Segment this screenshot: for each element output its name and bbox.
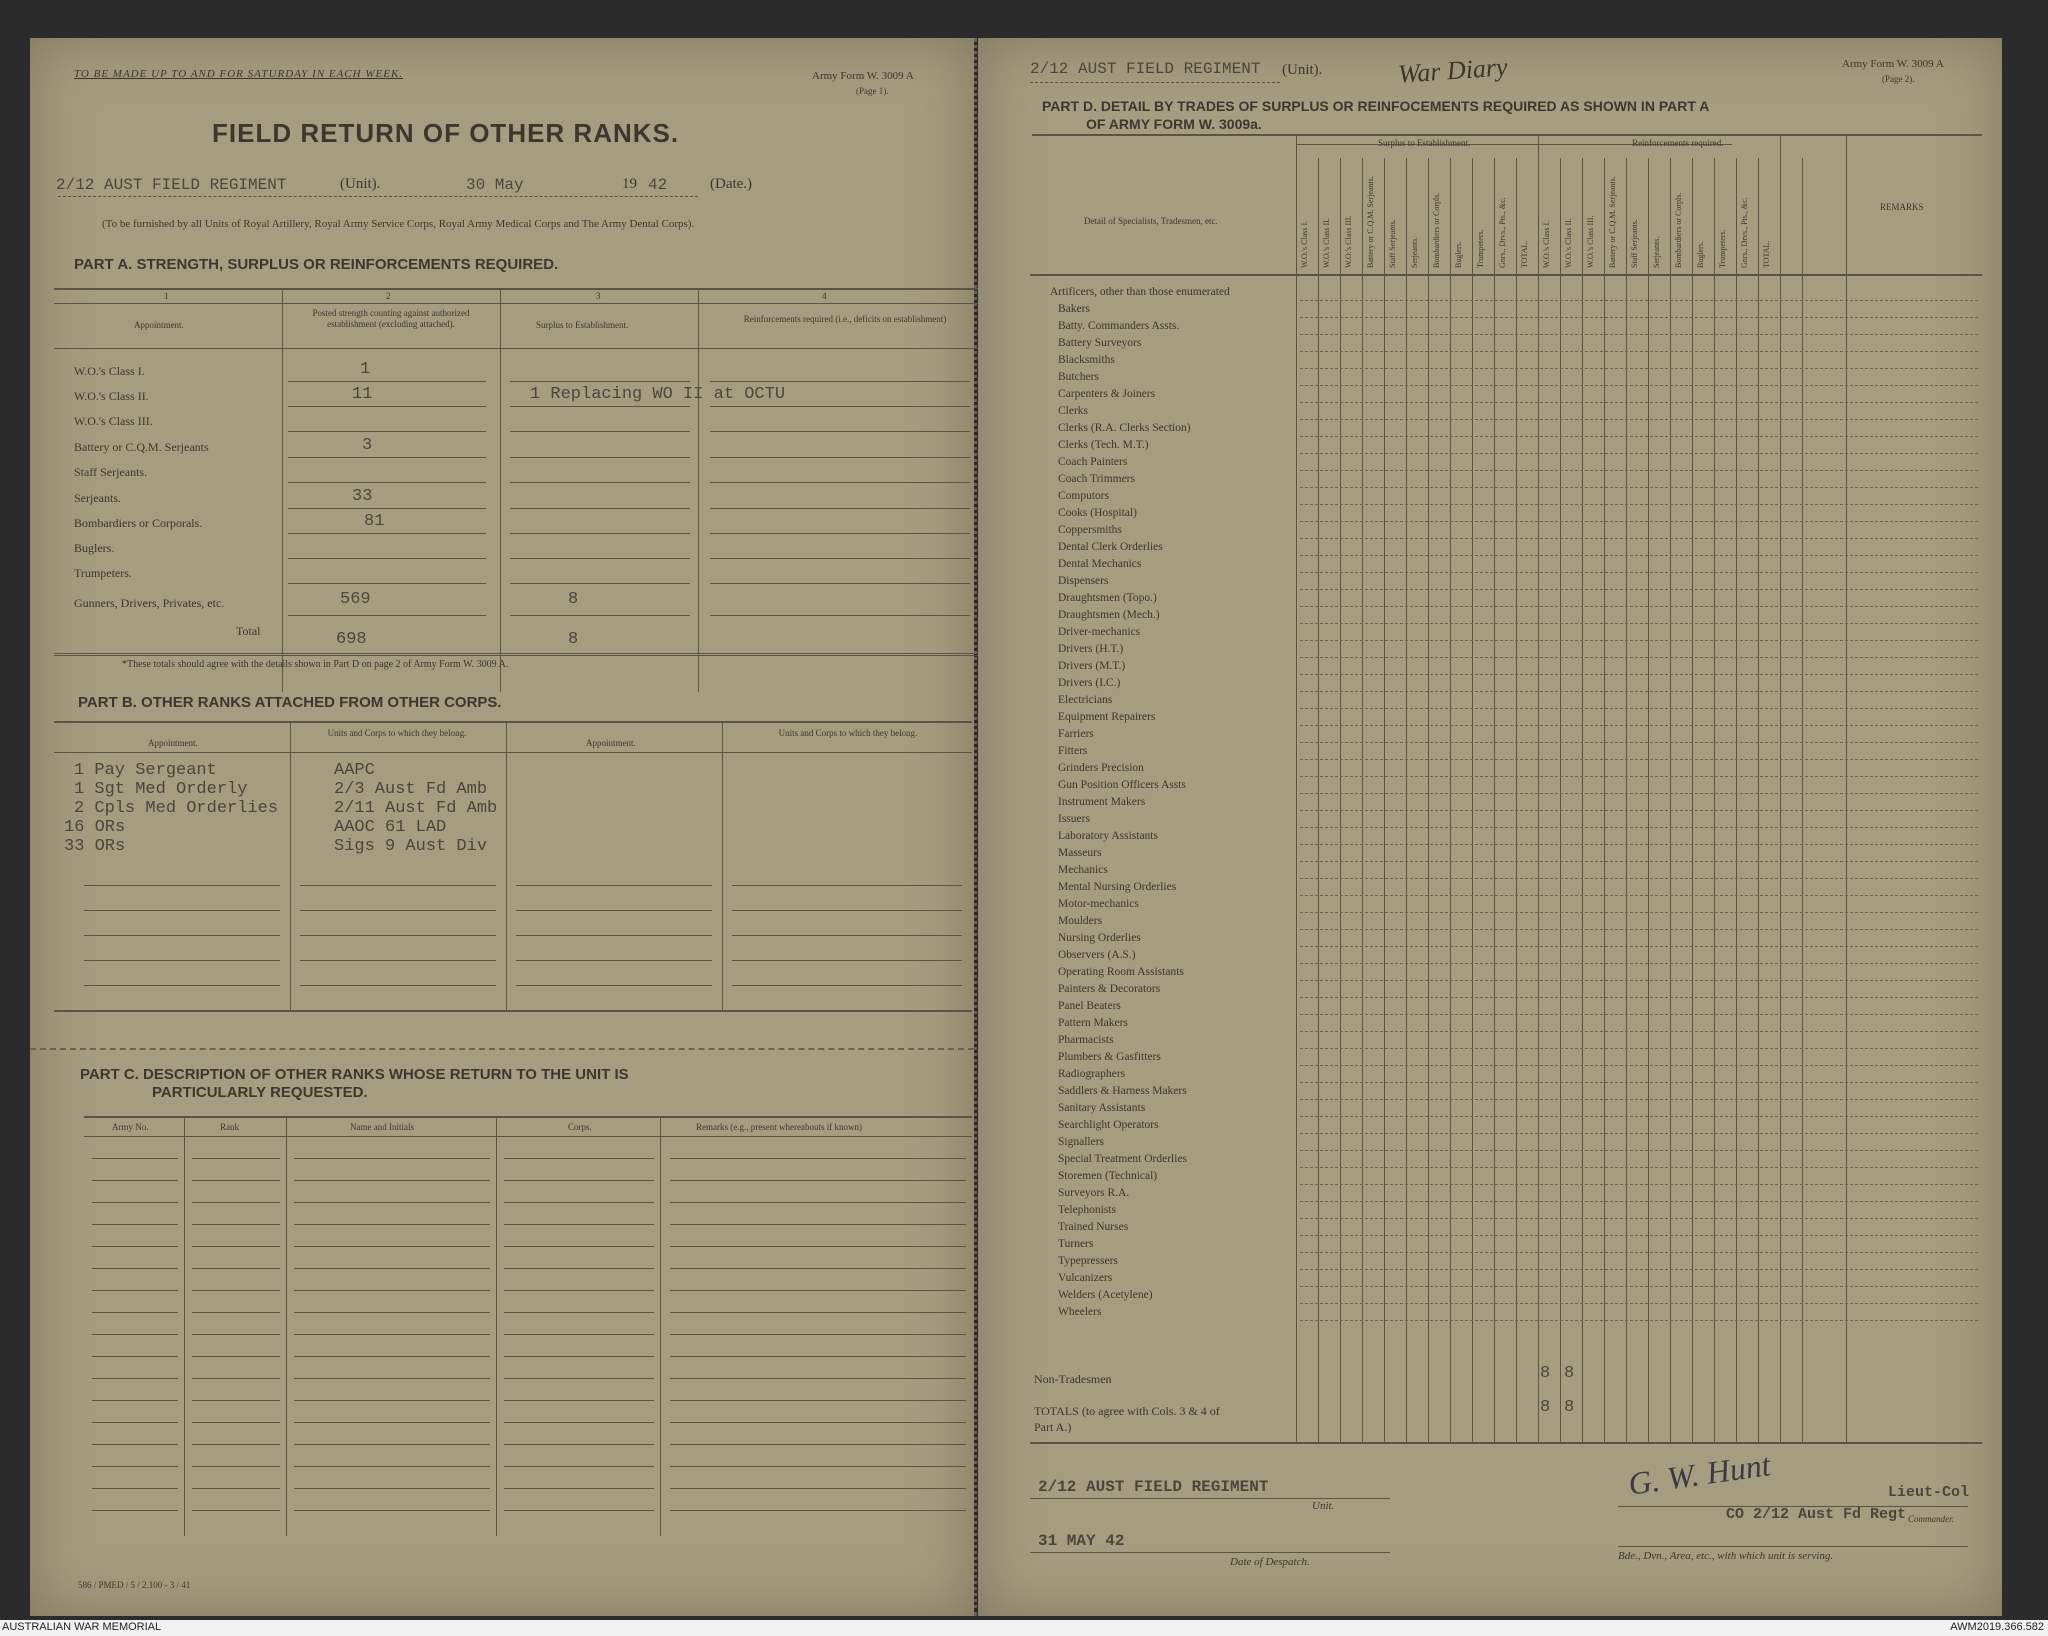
page-number: (Page 1). xyxy=(856,86,889,96)
rotated-column-header: W.O.'s Class I. xyxy=(1300,220,1309,268)
trade-label: Blacksmiths xyxy=(1058,354,1115,366)
trade-label: Coppersmiths xyxy=(1058,524,1122,536)
trade-label: Mechanics xyxy=(1058,864,1108,876)
attached-appointment: 1 Sgt Med Orderly xyxy=(74,780,248,799)
reinforcements-group-header: Reinforcements required. xyxy=(1632,138,1724,148)
archive-footer xyxy=(0,1620,2048,1636)
part-c-heading: PART C. DESCRIPTION OF OTHER RANKS WHOSE RETURN TO THE UNIT IS xyxy=(80,1066,629,1083)
attached-unit: AAOC 61 LAD xyxy=(334,818,447,837)
page-number-p2: (Page 2). xyxy=(1882,74,1915,84)
rotated-column-header: Staff Serjeants. xyxy=(1630,219,1639,268)
trade-row-line xyxy=(1300,402,1978,403)
trade-row-line xyxy=(1300,1116,1978,1117)
rotated-column-header: Trumpeters. xyxy=(1476,229,1485,268)
row-label: W.O.'s Class II. xyxy=(74,389,149,403)
trade-label: Trained Nurses xyxy=(1058,1221,1129,1233)
trade-row-line xyxy=(1300,742,1978,743)
attached-unit: 2/11 Aust Fd Amb xyxy=(334,799,498,818)
trade-row-line xyxy=(1300,674,1978,675)
attached-appointment: 16 ORs xyxy=(64,818,126,837)
attached-appointment: 33 ORs xyxy=(64,837,126,856)
rotated-column-header: W.O.'s Class III. xyxy=(1344,215,1353,268)
trade-row-line xyxy=(1300,1014,1978,1015)
rotated-column-header: W.O.'s Class II. xyxy=(1322,218,1331,268)
trade-label: Signallers xyxy=(1058,1136,1104,1148)
trade-row-line xyxy=(1300,895,1978,896)
trade-row-line xyxy=(1300,1269,1978,1270)
grid-column-line xyxy=(1296,134,1297,1442)
trade-row-line xyxy=(1300,1082,1978,1083)
trade-label: Carpenters & Joiners xyxy=(1058,388,1156,400)
surplus-group-header: Surplus to Establishment. xyxy=(1378,138,1471,148)
non-tradesmen-surplus-total: 8 xyxy=(1540,1364,1551,1383)
trade-label: Coach Trimmers xyxy=(1058,473,1135,485)
trade-label: Electricians xyxy=(1058,694,1113,706)
year-prefix: 19 xyxy=(622,176,637,192)
row-label: Gunners, Drivers, Privates, etc. xyxy=(74,596,225,610)
rotated-column-header: Gnrs., Drvs., Pts., &c. xyxy=(1498,197,1507,268)
trade-row-line xyxy=(1300,1099,1978,1100)
sig-unit-label: Unit. xyxy=(1312,1500,1335,1512)
grid-column-line xyxy=(1780,134,1781,1442)
trade-row-line xyxy=(1300,640,1978,641)
col-reinforcements: Reinforcements required (i.e., deficits on establishment) xyxy=(743,314,947,324)
unit-date-rule xyxy=(58,196,698,197)
part-a-footnote: *These totals should agree with the details shown in Part D on page 2 of Army Form W. 3009 A. xyxy=(122,659,509,670)
remarks-divider xyxy=(1846,134,1847,1442)
trade-label: Grinders Precision xyxy=(1058,762,1144,774)
trade-label: Welders (Acetylene) xyxy=(1058,1289,1153,1301)
trade-row-line xyxy=(1300,1218,1978,1219)
trade-label: Equipment Repairers xyxy=(1058,711,1156,723)
col-strength: Posted strength counting against authorized establishment (excluding attached). xyxy=(312,308,470,329)
trade-label: Pharmacists xyxy=(1058,1034,1114,1046)
total-strength: 698 xyxy=(336,630,367,649)
trade-label: Painters & Decorators xyxy=(1058,983,1161,995)
trade-label: Motor-mechanics xyxy=(1058,898,1139,910)
trade-label: Driver-mechanics xyxy=(1058,626,1141,638)
form-page-1: TO BE MADE UP TO AND FOR SATURDAY IN EACH WEEK. Army Form W. 3009 A (Page 1). FIELD RETURN OF OTHER RANKS. 2/12 AUST FIELD REGIMENT (Unit). 30 May 19 42 (Date.) (To be furnished by all Units of Royal Artillery, Royal Army Service Corps, Royal Army Medical Corps and The Army Dental Corps). PART A. STRENGTH, SURPLUS OR REINFORCEMENTS REQUIRED. 1 2 3 4 Appointment. Posted strength counting against authorized establishment (excluding attached). Surplus to Establishment. Reinforcements required (i.e., deficits on establishment) W.O.'s Class I. 1 W.O.'s Class II. 11 1 Replacing WO II at OCTU W.O.'s Class III. Battery or C.Q.M. Serjeants 3 Staff Serjeants. Serjeants. 33 Bombardiers or Corporals. 81 Buglers. Trumpeters. Gunners, Drivers, Privates, etc. 569 8 Total 698 8 *These totals should agree with the details shown in Part D on page 2 of Army Form W. 3009 A. PART B. OTHER RANKS ATTACHED FROM OTHER CORPS. Appointment. Units and Corps to which they belong. Appointment. Units and Corps to which they belong. 1 Pay Sergeant AAPC 1 Sgt Med Orderly 2/3 Aust Fd Amb 2 Cpls Med Orderlies 2/11 Aust Fd Amb 16 ORs AAOC 61 LAD 33 ORs Sigs 9 Aust Div PART C. DESCRIPTION OF OTHER RANKS WHOSE RETURN TO THE UNIT IS PARTICULARLY REQUESTED. Army No. Rank Name and Initials Corps. Remarks (e.g., present whereabouts if known) 586 / PMED / 5 / 2.100 - 3 / 41 xyxy=(30,38,974,1616)
trade-label: Bakers xyxy=(1058,303,1090,315)
trade-label: Issuers xyxy=(1058,813,1090,825)
rotated-column-header: Buglers. xyxy=(1696,241,1705,268)
trade-row-line xyxy=(1300,759,1978,760)
trade-label: Dental Clerk Orderlies xyxy=(1058,541,1163,553)
trade-row-line xyxy=(1300,1235,1978,1236)
rotated-column-header: Serjeants. xyxy=(1652,236,1661,268)
trade-label: Drivers (M.T.) xyxy=(1058,660,1126,672)
trade-label: Moulders xyxy=(1058,915,1103,927)
trade-row-line xyxy=(1300,708,1978,709)
grand-total-surplus: 8 xyxy=(1540,1398,1551,1417)
trade-row-line xyxy=(1300,300,1978,301)
rotated-column-header: Serjeants. xyxy=(1410,236,1419,268)
grand-total-reinf: 8 xyxy=(1564,1398,1575,1417)
attached-unit: Sigs 9 Aust Div xyxy=(334,837,488,856)
rotated-column-header: Battery or C.Q.M. Serjeants. xyxy=(1366,176,1375,268)
trade-row-line xyxy=(1300,606,1978,607)
trade-row-line xyxy=(1300,1065,1978,1066)
row-strength: 3 xyxy=(362,436,373,455)
trade-row-line xyxy=(1300,351,1978,352)
perforation-line xyxy=(30,1048,974,1050)
col-surplus: Surplus to Establishment. xyxy=(536,320,629,330)
trade-label: Clerks (Tech. M.T.) xyxy=(1058,439,1149,451)
trade-row-line xyxy=(1300,623,1978,624)
trade-row-line xyxy=(1300,1286,1978,1287)
trade-label: Drivers (H.T.) xyxy=(1058,643,1124,655)
trade-row-line xyxy=(1300,912,1978,913)
binding-stitch xyxy=(974,38,977,1616)
trade-row-line xyxy=(1300,538,1978,539)
trade-row-line xyxy=(1300,589,1978,590)
part-d-heading-2: OF ARMY FORM W. 3009a. xyxy=(1086,116,1262,132)
trade-row-line xyxy=(1300,963,1978,964)
unit-label-p2: (Unit). xyxy=(1282,62,1323,78)
trade-row-line xyxy=(1300,1048,1978,1049)
sig-rank: Lieut-Col xyxy=(1888,1484,1970,1501)
header-note: TO BE MADE UP TO AND FOR SATURDAY IN EACH WEEK. xyxy=(74,68,404,80)
trade-row-line xyxy=(1300,1184,1978,1185)
trade-label: Observers (A.S.) xyxy=(1058,949,1136,961)
trade-label: Wheelers xyxy=(1058,1306,1102,1318)
trade-label: Artificers, other than those enumerated xyxy=(1050,286,1230,298)
rotated-column-header: W.O.'s Class III. xyxy=(1586,215,1595,268)
trade-label: Special Treatment Orderlies xyxy=(1058,1153,1188,1165)
rotated-column-header: Gnrs., Drvs., Pts., &c. xyxy=(1740,197,1749,268)
trade-label: Surveyors R.A. xyxy=(1058,1187,1130,1199)
trade-label: Dispensers xyxy=(1058,575,1109,587)
trade-row-line xyxy=(1300,436,1978,437)
unit-name-p2: 2/12 AUST FIELD REGIMENT xyxy=(1030,60,1261,78)
rotated-column-header: Staff Serjeants. xyxy=(1388,219,1397,268)
part-d-heading: PART D. DETAIL BY TRADES OF SURPLUS OR REINFOCEMENTS REQUIRED AS SHOWN IN PART A xyxy=(1042,98,1710,114)
trade-row-line xyxy=(1300,521,1978,522)
row-strength: 1 xyxy=(360,360,371,379)
row-strength: 11 xyxy=(352,385,373,404)
row-strength: 569 xyxy=(340,590,371,609)
totals-label: TOTALS (to agree with Cols. 3 & 4 of xyxy=(1034,1404,1220,1418)
row-label: W.O.'s Class III. xyxy=(74,414,153,428)
trade-row-line xyxy=(1300,334,1978,335)
row-label: Serjeants. xyxy=(74,491,121,505)
trade-label: Pattern Makers xyxy=(1058,1017,1128,1029)
trade-row-line xyxy=(1300,470,1978,471)
handwritten-note: War Diary xyxy=(1397,52,1509,89)
trade-row-line xyxy=(1300,827,1978,828)
trade-row-line xyxy=(1300,1320,1978,1321)
trade-row-line xyxy=(1300,861,1978,862)
trade-label: Drivers (I.C.) xyxy=(1058,677,1121,689)
trade-label: Turners xyxy=(1058,1238,1094,1250)
trade-row-line xyxy=(1300,1133,1978,1134)
trade-row-line xyxy=(1300,504,1978,505)
remarks-header: REMARKS xyxy=(1880,202,1924,212)
form-title: FIELD RETURN OF OTHER RANKS. xyxy=(212,118,680,148)
trade-row-line xyxy=(1300,776,1978,777)
trade-label: Sanitary Assistants xyxy=(1058,1102,1146,1114)
form-number: Army Form W. 3009 A xyxy=(812,70,914,82)
trade-row-line xyxy=(1300,385,1978,386)
trade-label: Radiographers xyxy=(1058,1068,1126,1080)
trade-label: Batty. Commanders Assts. xyxy=(1058,320,1180,332)
unit-label: (Unit). xyxy=(340,176,381,192)
trade-row-line xyxy=(1300,487,1978,488)
trade-label: Saddlers & Harness Makers xyxy=(1058,1085,1187,1097)
despatch-label: Date of Despatch. xyxy=(1230,1556,1310,1568)
part-b-heading: PART B. OTHER RANKS ATTACHED FROM OTHER CORPS. xyxy=(78,694,502,711)
trade-row-line xyxy=(1300,572,1978,573)
row-label: Bombardiers or Corporals. xyxy=(74,516,203,530)
trade-label: Plumbers & Gasfitters xyxy=(1058,1051,1161,1063)
trade-label: Cooks (Hospital) xyxy=(1058,507,1137,519)
detail-col-header: Detail of Specialists, Tradesmen, etc. xyxy=(1084,216,1218,226)
trade-label: Storemen (Technical) xyxy=(1058,1170,1158,1182)
row-surplus: 8 xyxy=(568,590,579,609)
sig-commander-label: Commander. xyxy=(1908,1514,1954,1524)
return-date: 30 May xyxy=(466,176,524,194)
part-a-heading: PART A. STRENGTH, SURPLUS OR REINFORCEMENTS REQUIRED. xyxy=(74,256,559,273)
attached-appointment: 2 Cpls Med Orderlies xyxy=(74,799,279,818)
trade-label: Vulcanizers xyxy=(1058,1272,1113,1284)
trade-label: Instrument Makers xyxy=(1058,796,1146,808)
trade-row-line xyxy=(1300,980,1978,981)
row-surplus: 1 Replacing WO II at OCTU xyxy=(530,385,786,404)
rotated-column-header: Bombardiers or Corpls. xyxy=(1674,192,1683,268)
rotated-column-header: Battery or C.Q.M. Serjeants. xyxy=(1608,176,1617,268)
total-surplus: 8 xyxy=(568,630,579,649)
trade-row-line xyxy=(1300,810,1978,811)
trade-row-line xyxy=(1300,368,1978,369)
part-c-heading-2: PARTICULARLY REQUESTED. xyxy=(152,1084,368,1101)
grid-column-line xyxy=(1538,134,1539,1442)
form-page-2 xyxy=(978,38,2002,1616)
trade-label: Draughtsmen (Topo.) xyxy=(1058,592,1157,604)
row-label: Staff Serjeants. xyxy=(74,465,148,479)
trade-label: Gun Position Officers Assts xyxy=(1058,779,1186,791)
trade-row-line xyxy=(1300,793,1978,794)
row-label: Battery or C.Q.M. Serjeants xyxy=(74,440,209,454)
rotated-column-header: Buglers. xyxy=(1454,241,1463,268)
trade-row-line xyxy=(1300,317,1978,318)
rotated-column-header: Bombardiers or Corpls. xyxy=(1432,192,1441,268)
trade-label: Computors xyxy=(1058,490,1110,502)
non-tradesmen-label: Non-Tradesmen xyxy=(1034,1372,1112,1386)
rotated-column-header: TOTAL. xyxy=(1762,240,1771,268)
formation-note: Bde., Dvn., Area, etc., with which unit is serving. xyxy=(1618,1550,1834,1562)
trade-row-line xyxy=(1300,997,1978,998)
attached-unit: AAPC xyxy=(334,761,375,780)
trade-label: Mental Nursing Orderlies xyxy=(1058,881,1177,893)
trade-label: Telephonists xyxy=(1058,1204,1116,1216)
row-strength: 81 xyxy=(364,512,385,531)
trade-row-line xyxy=(1300,946,1978,947)
trade-label: Operating Room Assistants xyxy=(1058,966,1184,978)
row-label: Trumpeters. xyxy=(74,566,132,580)
trade-row-line xyxy=(1300,555,1978,556)
totals-label-2: Part A.) xyxy=(1034,1420,1072,1434)
trade-label: Laboratory Assistants xyxy=(1058,830,1158,842)
attached-unit: 2/3 Aust Fd Amb xyxy=(334,780,488,799)
despatch-date: 31 MAY 42 xyxy=(1038,1532,1125,1550)
trade-row-line xyxy=(1300,1150,1978,1151)
non-tradesmen-reinf-total: 8 xyxy=(1564,1364,1575,1383)
trade-label: Fitters xyxy=(1058,745,1088,757)
trade-label: Battery Surveyors xyxy=(1058,337,1142,349)
year-typed: 42 xyxy=(648,176,668,194)
trade-label: Panel Beaters xyxy=(1058,1000,1121,1012)
archive-id: AWM2019.366.582 xyxy=(1950,1621,2044,1633)
trade-row-line xyxy=(1300,929,1978,930)
trade-label: Clerks xyxy=(1058,405,1089,417)
trade-label: Butchers xyxy=(1058,371,1099,383)
trade-row-line xyxy=(1300,1252,1978,1253)
trade-row-line xyxy=(1300,1201,1978,1202)
trade-row-line xyxy=(1300,657,1978,658)
rotated-column-header: TOTAL. xyxy=(1520,240,1529,268)
attached-appointment: 1 Pay Sergeant xyxy=(74,761,217,780)
print-code: 586 / PMED / 5 / 2.100 - 3 / 41 xyxy=(78,1580,191,1590)
unit-name: 2/12 AUST FIELD REGIMENT xyxy=(56,176,287,194)
rotated-column-header: W.O.'s Class I. xyxy=(1542,220,1551,268)
rotated-column-header: W.O.'s Class II. xyxy=(1564,218,1573,268)
signature: G. W. Hunt xyxy=(1626,1446,1773,1502)
trade-row-line xyxy=(1300,453,1978,454)
trade-label: Masseurs xyxy=(1058,847,1102,859)
trade-label: Dental Mechanics xyxy=(1058,558,1142,570)
sig-unit: 2/12 AUST FIELD REGIMENT xyxy=(1038,1478,1269,1496)
trade-row-line xyxy=(1300,725,1978,726)
form-number-p2: Army Form W. 3009 A xyxy=(1842,58,1944,70)
trade-label: Clerks (R.A. Clerks Section) xyxy=(1058,422,1191,434)
trade-row-line xyxy=(1300,691,1978,692)
rotated-column-header: Trumpeters. xyxy=(1718,229,1727,268)
trade-row-line xyxy=(1300,1167,1978,1168)
trade-label: Typepressers xyxy=(1058,1255,1118,1267)
row-label: W.O.'s Class I. xyxy=(74,364,145,378)
row-label: Total xyxy=(236,624,261,638)
trade-row-line xyxy=(1300,844,1978,845)
trade-label: Draughtsmen (Mech.) xyxy=(1058,609,1160,621)
date-label: (Date.) xyxy=(710,176,753,192)
trade-row-line xyxy=(1300,1303,1978,1304)
trade-label: Coach Painters xyxy=(1058,456,1128,468)
row-strength: 33 xyxy=(352,487,373,506)
trade-row-line xyxy=(1300,1031,1978,1032)
sig-commander: CO 2/12 Aust Fd Regt xyxy=(1726,1506,1907,1523)
trade-label: Nursing Orderlies xyxy=(1058,932,1141,944)
row-label: Buglers. xyxy=(74,541,115,555)
trade-row-line xyxy=(1300,878,1978,879)
trade-row-line xyxy=(1300,419,1978,420)
archive-name: AUSTRALIAN WAR MEMORIAL xyxy=(2,1621,162,1633)
col-appointment: Appointment. xyxy=(134,320,184,330)
trade-label: Farriers xyxy=(1058,728,1094,740)
furnish-note: (To be furnished by all Units of Royal Artillery, Royal Army Service Corps, Royal Army Medical Corps and The Army Dental Corps). xyxy=(102,218,695,230)
trade-label: Searchlight Operators xyxy=(1058,1119,1159,1131)
